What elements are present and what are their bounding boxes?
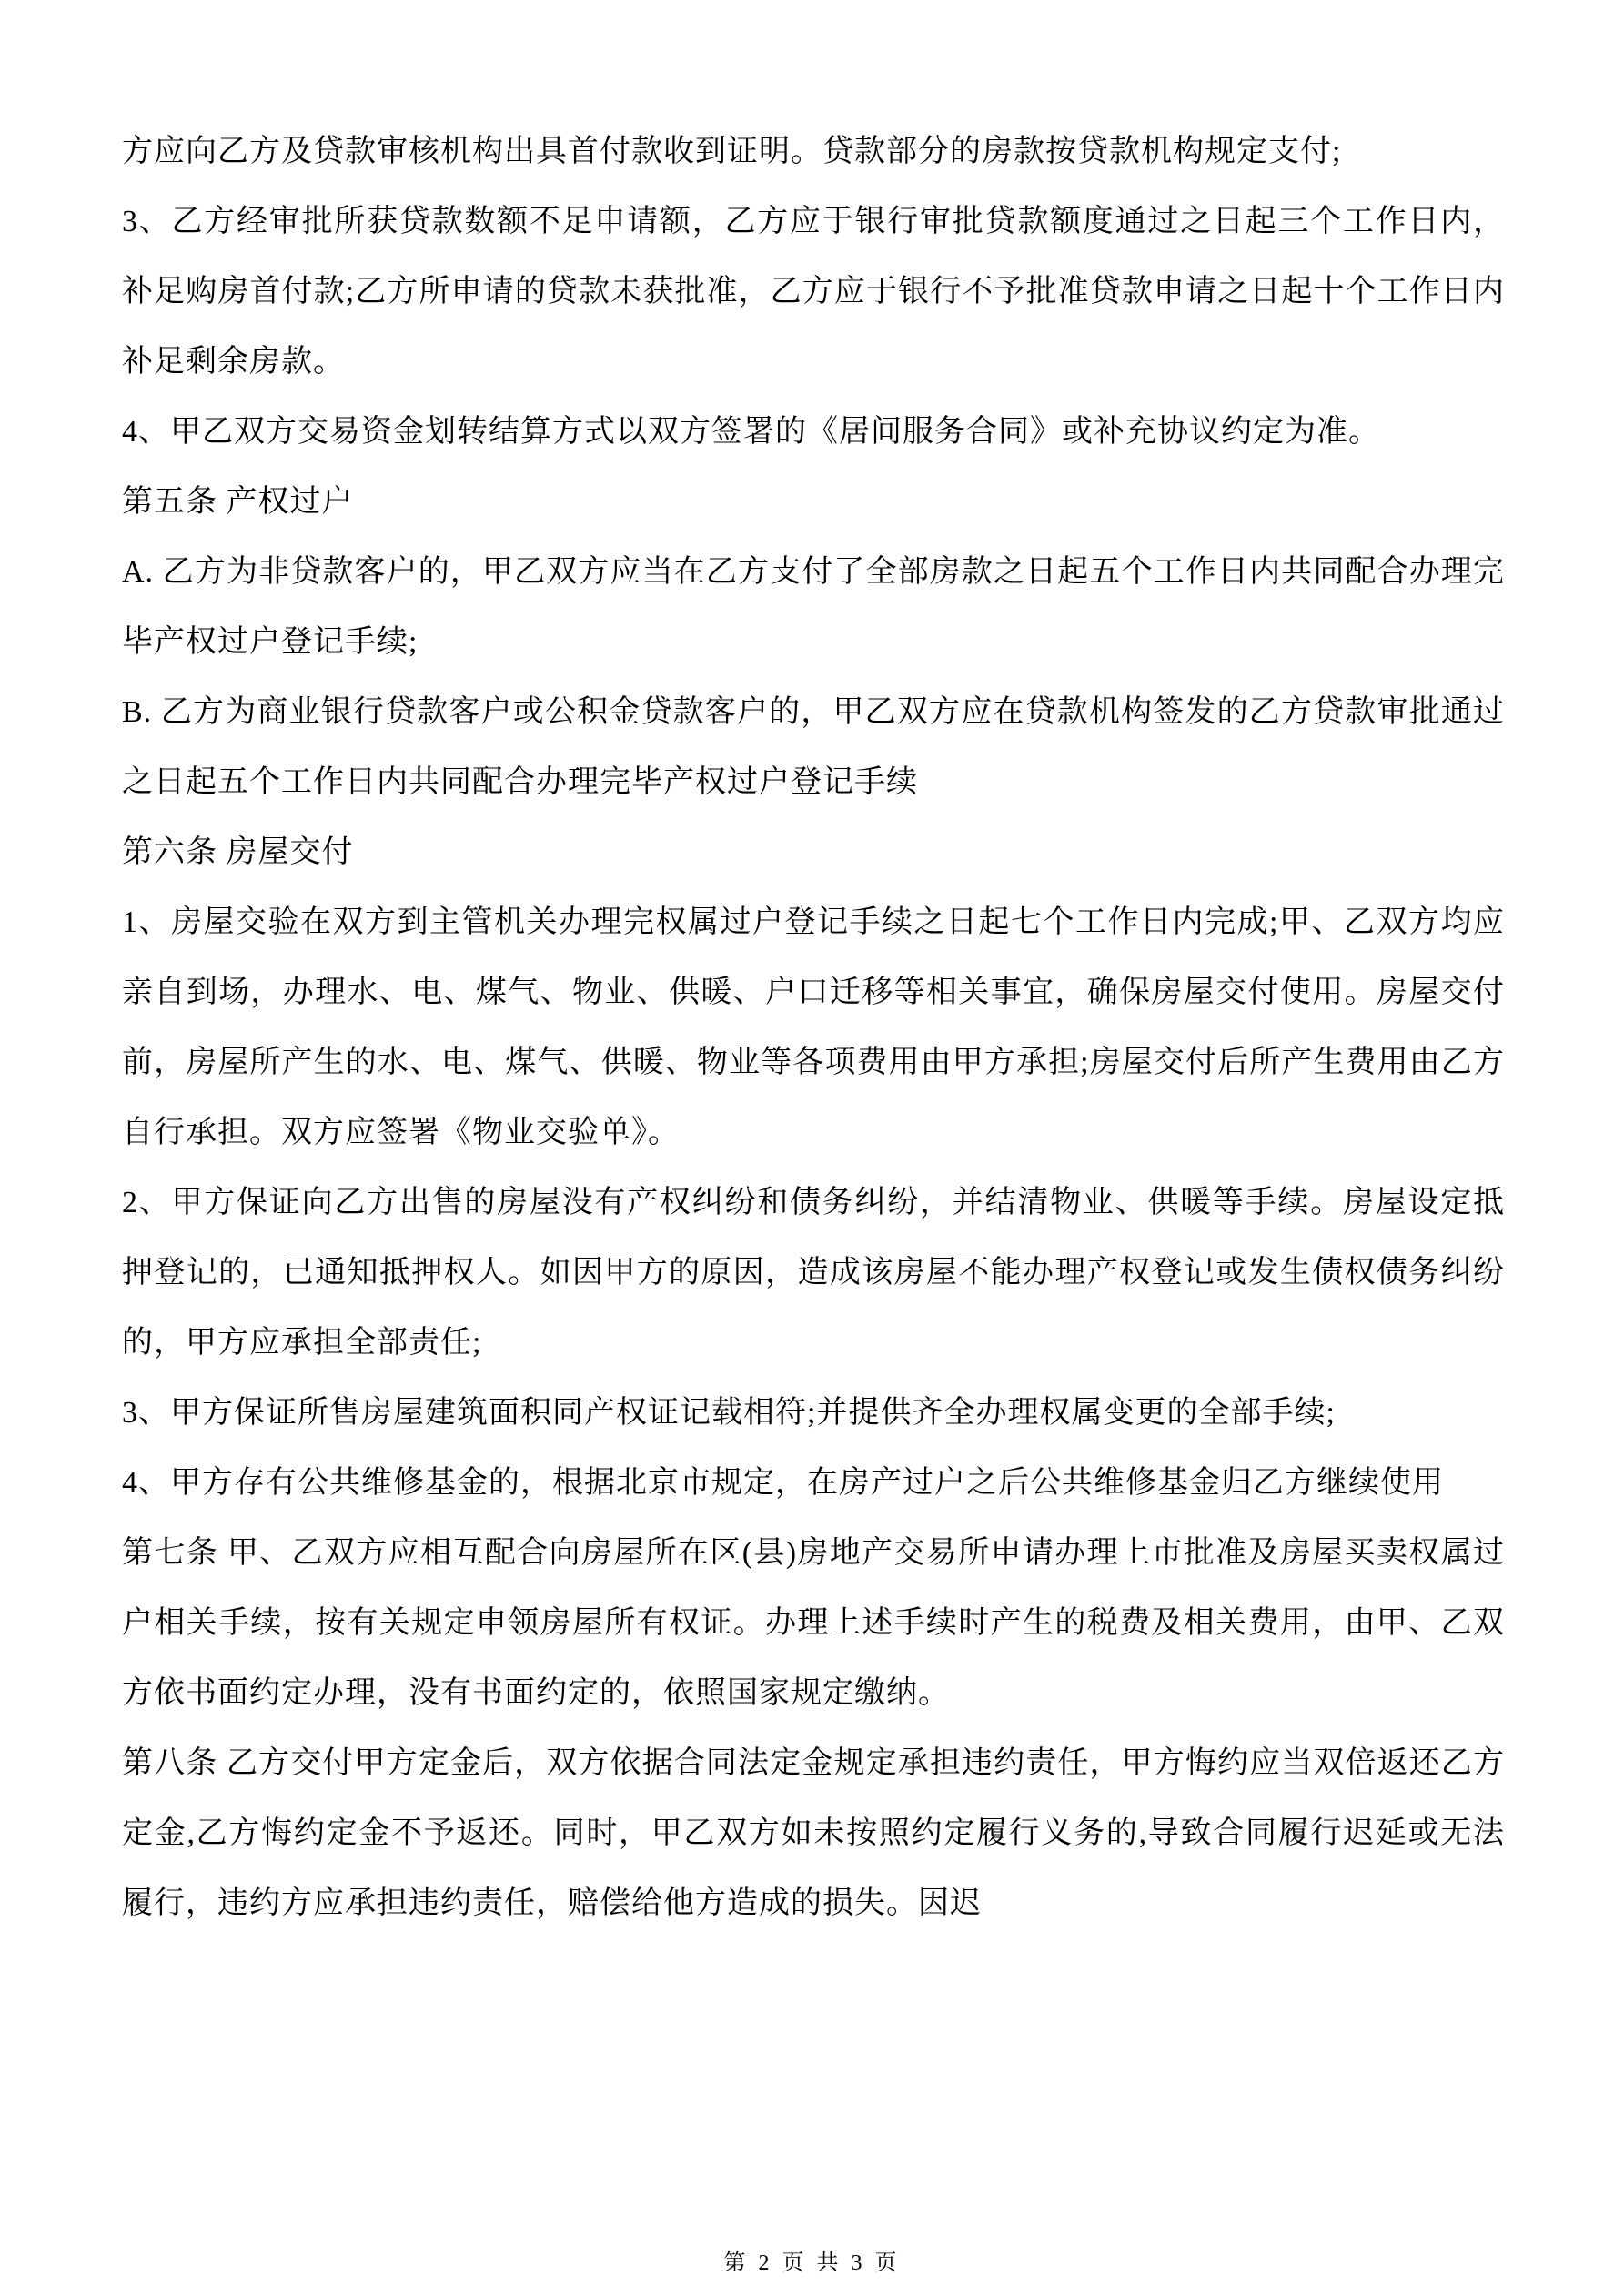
paragraph-item-a: A. 乙方为非贷款客户的，甲乙双方应当在乙方支付了全部房款之日起五个工作日内共同配合办理完毕产权过户登记手续; (122, 555, 1505, 659)
section-heading-article-6: 第六条 房屋交付 (122, 835, 354, 869)
paragraph-item-b: B. 乙方为商业银行贷款客户或公积金贷款客户的，甲乙双方应在贷款机构签发的乙方贷款审批通过之日起五个工作日内共同配合办理完毕产权过户登记手续 (122, 695, 1505, 799)
page-number: 第 2 页 共 3 页 (723, 2251, 901, 2275)
contract-body (122, 116, 1505, 1938)
paragraph-clause-4: 4、甲乙双方交易资金划转结算方式以双方签署的《居间服务合同》或补充协议约定为准。 (122, 415, 1380, 449)
paragraph-clause-3b: 3、甲方保证所售房屋建筑面积同产权证记载相符;并提供齐全办理权属变更的全部手续; (122, 1396, 1336, 1430)
paragraph-article-8: 第八条 乙方交付甲方定金后，双方依据合同法定金规定承担违约责任，甲方悔约应当双倍返还乙方定金,乙方悔约定金不予返还。同时，甲乙双方如未按照约定履行义务的,导致合同履行迟延或无法履行，违约方应承担违约责任，赔偿给他方造成的损失。因迟 (122, 1746, 1505, 1920)
paragraph-article-7: 第七条 甲、乙双方应相互配合向房屋所在区(县)房地产交易所申请办理上市批准及房屋买卖权属过户相关手续，按有关规定申领房屋所有权证。办理上述手续时产生的税费及相关费用，由甲、乙双方依书面约定办理，没有书面约定的，依照国家规定缴纳。 (122, 1536, 1505, 1710)
paragraph-clause-3: 3、乙方经审批所获贷款数额不足申请额，乙方应于银行审批贷款额度通过之日起三个工作日内，补足购房首付款;乙方所申请的贷款未获批准，乙方应于银行不予批准贷款申请之日起十个工作日内补足剩余房款。 (122, 205, 1505, 379)
paragraph-clause-4b: 4、甲方存有公共维修基金的，根据北京市规定，在房产过户之后公共维修基金归乙方继续使用 (122, 1466, 1444, 1500)
paragraph-clause-2: 2、甲方保证向乙方出售的房屋没有产权纠纷和债务纠纷，并结清物业、供暖等手续。房屋设定抵押登记的，已通知抵押权人。如因甲方的原因，造成该房屋不能办理产权登记或发生债权债务纠纷的，甲方应承担全部责任; (122, 1186, 1505, 1360)
paragraph-clause-1: 1、房屋交验在双方到主管机关办理完权属过户登记手续之日起七个工作日内完成;甲、乙双方均应亲自到场，办理水、电、煤气、物业、供暖、户口迁移等相关事宜，确保房屋交付使用。房屋交付前，房屋所产生的水、电、煤气、供暖、物业等各项费用由甲方承担;房屋交付后所产生费用由乙方自行承担。双方应签署《物业交验单》。 (122, 905, 1505, 1149)
paragraph-continuation: 方应向乙方及贷款审核机构出具首付款收到证明。贷款部分的房款按贷款机构规定支付; (122, 135, 1342, 168)
section-heading-article-5: 第五条 产权过户 (122, 485, 354, 519)
